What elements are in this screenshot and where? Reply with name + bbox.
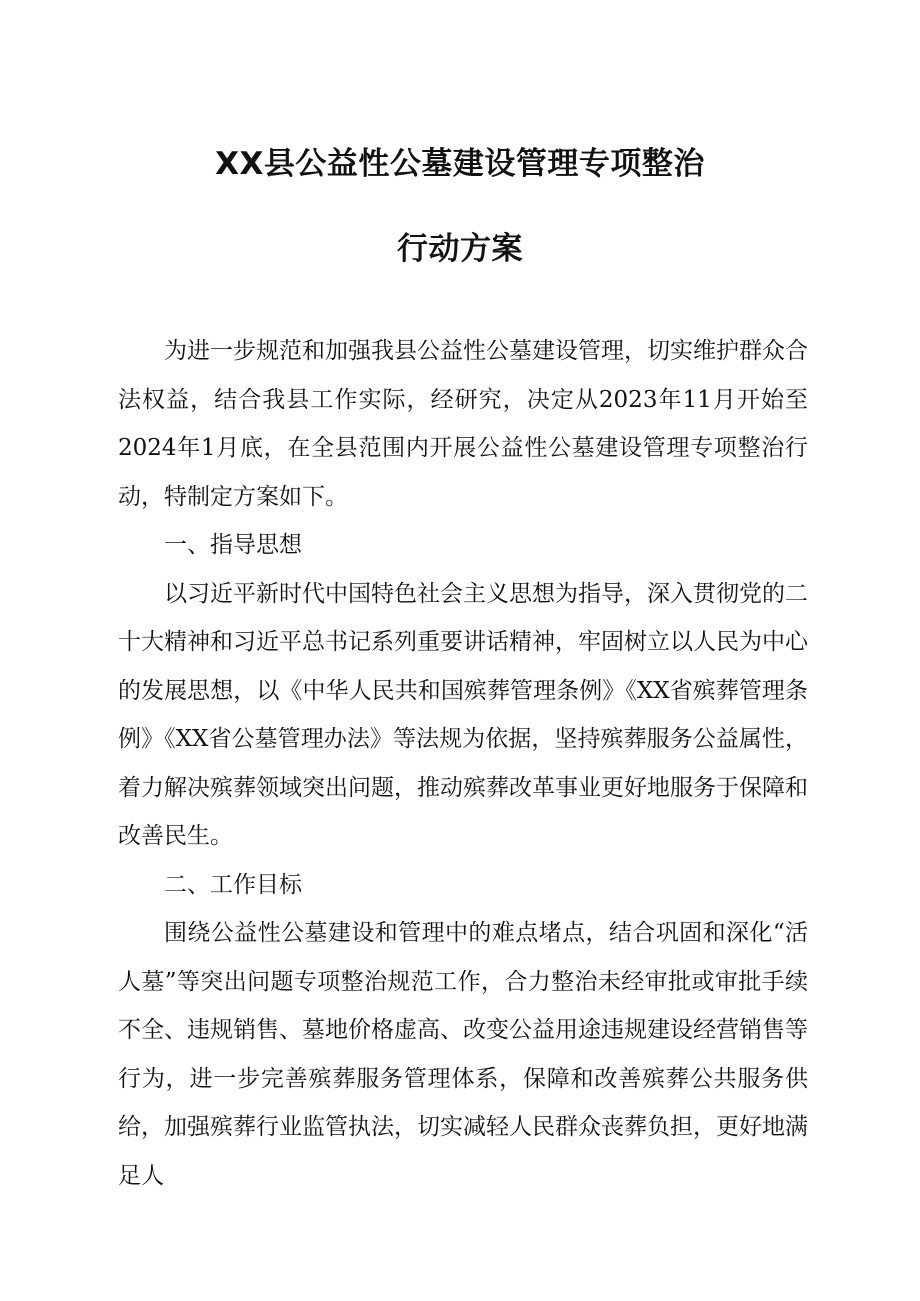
document-body	[118, 327, 808, 1200]
section-body-guiding-ideology: 以习近平新时代中国特色社会主义思想为指导，深入贯彻党的二十大精神和习近平总书记系列重要讲话精神，牢固树立以人民为中心的发展思想，以《中华人民共和国殡葬管理条例》《XX省殡葬管理条例》《XX省公墓管理办法》等法规为依据，坚持殡葬服务公益属性，着力解决殡葬领域突出问题，推动殡葬改革事业更好地服务于保障和改善民生。	[118, 580, 808, 849]
section-heading-guiding-ideology: 一、指导思想	[164, 532, 302, 558]
section-heading-work-goals: 二、工作目标	[164, 871, 302, 898]
document-title-line-2: 行动方案	[397, 231, 523, 267]
section-body-work-goals: 围绕公益性公墓建设和管理中的难点堵点，结合巩固和深化“活人墓”等突出问题专项整治规范工作，合力整治未经审批或审批手续不全、违规销售、墓地价格虚高、改变公益用途违规建设经营销售等行为，进一步完善殡葬服务管理体系，保障和改善殡葬公共服务供给，加强殡葬行业监管执法，切实减轻人民群众丧葬负担，更好地满足人	[118, 920, 808, 1189]
document-title-line-1: XX县公益性公墓建设管理专项整治	[215, 146, 705, 182]
intro-paragraph: 为进一步规范和加强我县公益性公墓建设管理，切实维护群众合法权益，结合我县工作实际，经研究，决定从2023年11月开始至2024年1月底，在全县范围内开展公益性公墓建设管理专项整治行动，特制定方案如下。	[118, 338, 808, 510]
